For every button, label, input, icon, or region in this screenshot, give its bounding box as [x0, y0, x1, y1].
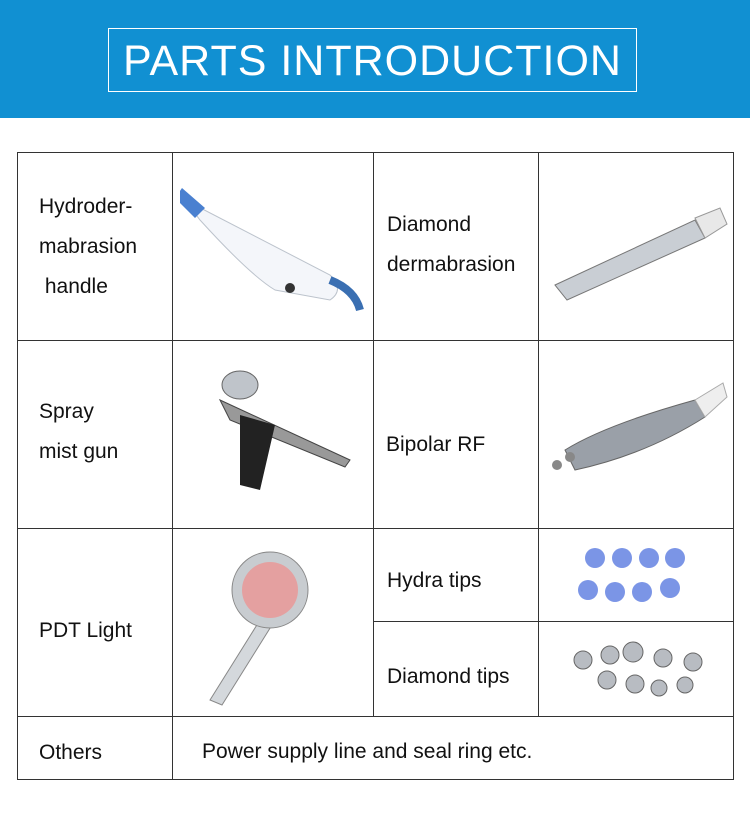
label-line: mabrasion: [39, 235, 138, 258]
bipolar-rf-image: [545, 375, 730, 485]
pdt-light-image: [200, 540, 360, 710]
label-line: Diamond: [387, 213, 472, 236]
hydro-handle-image: [180, 180, 370, 320]
label-line: handle: [39, 275, 108, 298]
part-label-spray-gun: [39, 392, 118, 472]
part-label-pdt-light: PDT Light: [39, 619, 132, 642]
others-description: Power supply line and seal ring etc.: [202, 740, 533, 763]
part-label-others: Others: [39, 741, 103, 764]
header-banner: [0, 0, 750, 118]
divider: [17, 716, 734, 717]
label-line: dermabrasion: [387, 253, 516, 276]
divider: [172, 716, 173, 780]
spray-gun-image: [200, 355, 360, 510]
part-label-hydro-handle: [39, 187, 137, 307]
divider: [172, 152, 173, 717]
diamond-handle-image: [545, 200, 730, 310]
page-title: PARTS INTRODUCTION: [108, 28, 637, 92]
label-line: Spray: [39, 400, 94, 423]
hydra-tips-image: [570, 540, 700, 615]
divider: [373, 152, 374, 717]
part-label-hydra-tips: Hydra tips: [387, 569, 482, 592]
label-line: Hydroder-: [39, 195, 133, 218]
part-label-bipolar-rf: Bipolar RF: [386, 433, 486, 456]
part-label-diamond-dermabrasion: [387, 205, 515, 285]
diamond-tips-image: [565, 640, 715, 705]
part-label-diamond-tips: Diamond tips: [387, 665, 510, 688]
divider: [17, 340, 734, 341]
divider: [538, 152, 539, 717]
label-line: mist gun: [39, 440, 119, 463]
divider: [17, 528, 734, 529]
divider: [373, 621, 734, 622]
